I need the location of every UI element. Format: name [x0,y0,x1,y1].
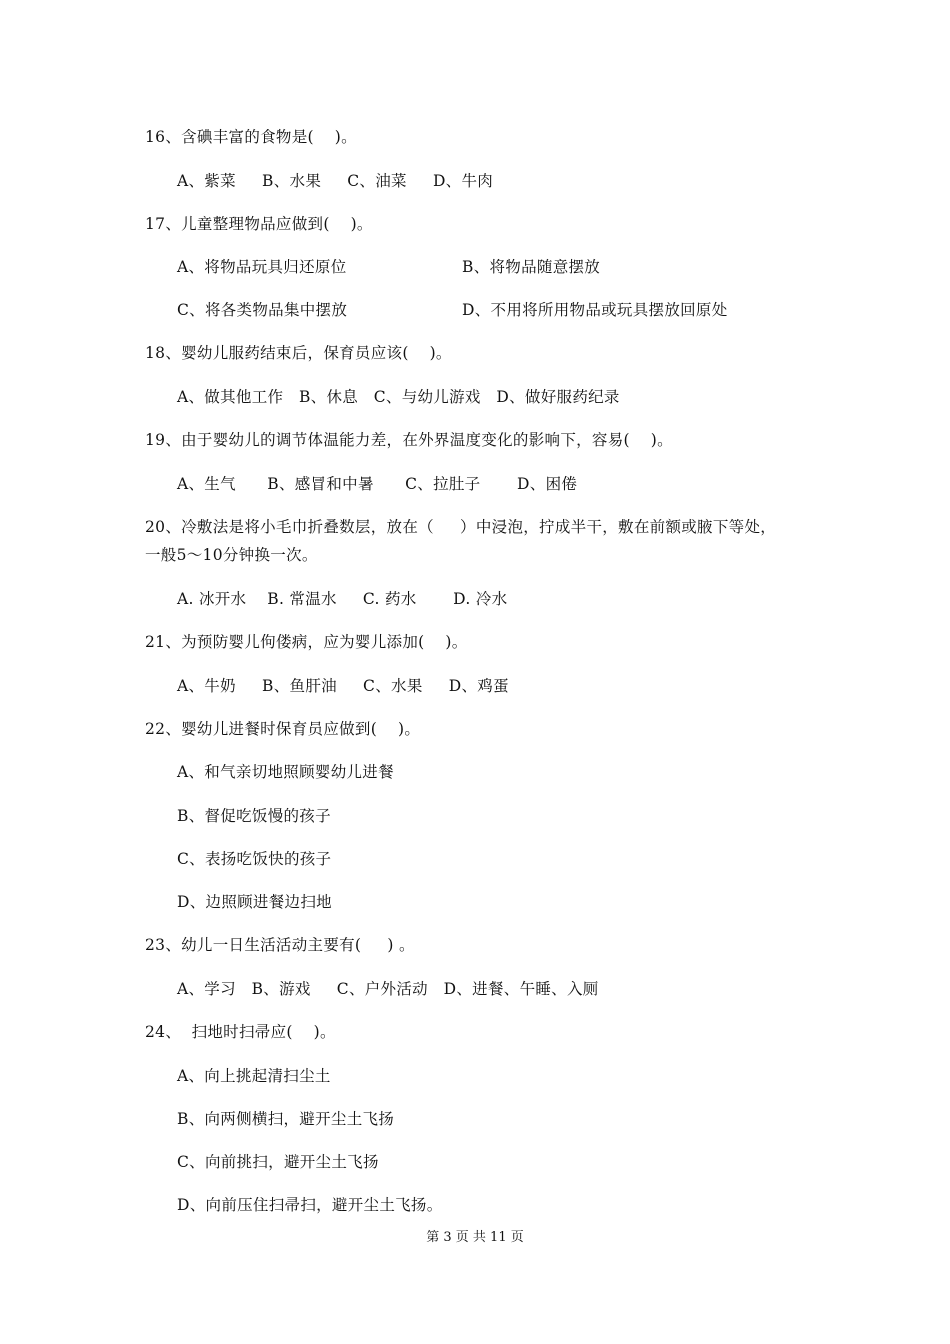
question-18-options: A、做其他工作 B、休息 C、与幼儿游戏 D、做好服药纪录 [177,388,620,406]
question-19-stem: 19、由于婴幼儿的调节体温能力差，在外界温度变化的影响下，容易( )。 [145,431,673,449]
question-21-options: A、牛奶 B、鱼肝油 C、水果 D、鸡蛋 [177,677,509,695]
question-17-option-a: A、将物品玩具归还原位 [177,258,347,276]
question-24-stem: 24、 扫地时扫帚应( )。 [145,1023,336,1041]
question-17-option-d: D、不用将所用物品或玩具摆放回原处 [462,301,728,319]
question-17-option-c: C、将各类物品集中摆放 [177,301,348,319]
question-20-stem-line-1: 20、冷敷法是将小毛巾折叠数层，放在（ ）中浸泡，拧成半干，敷在前额或腋下等处， [145,518,777,536]
question-22-option-a: A、和气亲切地照顾婴幼儿进餐 [177,763,394,781]
question-22-option-d: D、边照顾进餐边扫地 [177,893,332,911]
question-24-option-a: A、向上挑起清扫尘土 [177,1067,331,1085]
page-number-footer: 第 3 页 共 11 页 [426,1230,524,1245]
question-24-option-d: D、向前压住扫帚扫，避开尘土飞扬。 [177,1196,443,1214]
question-19-options: A、生气 B、感冒和中暑 C、拉肚子 D、困倦 [177,475,578,493]
question-21-stem: 21、为预防婴儿佝偻病，应为婴儿添加( )。 [145,633,468,651]
question-22-stem: 22、婴幼儿进餐时保育员应做到( )。 [145,720,421,738]
question-22-option-b: B、督促吃饭慢的孩子 [177,807,331,825]
question-24-option-c: C、向前挑扫，避开尘土飞扬 [177,1153,379,1171]
question-23-stem: 23、幼儿一日生活活动主要有( ) 。 [145,936,415,954]
question-17-stem: 17、儿童整理物品应做到( )。 [145,215,373,233]
question-17-option-b: B、将物品随意摆放 [462,258,601,276]
question-18-stem: 18、婴幼儿服药结束后，保育员应该( )。 [145,344,452,362]
question-16-options: A、紫菜 B、水果 C、油菜 D、牛肉 [177,172,494,190]
question-24-option-b: B、向两侧横扫，避开尘土飞扬 [177,1110,395,1128]
question-20-options: A. 冰开水 B. 常温水 C. 药水 D. 冷水 [177,590,508,608]
question-16-stem: 16、含碘丰富的食物是( )。 [145,128,357,146]
question-20-stem-line-2: 一般5～10分钟换一次。 [145,546,318,564]
question-22-option-c: C、表扬吃饭快的孩子 [177,850,332,868]
question-23-options: A、学习 B、游戏 C、户外活动 D、进餐、午睡、入厕 [177,980,599,998]
